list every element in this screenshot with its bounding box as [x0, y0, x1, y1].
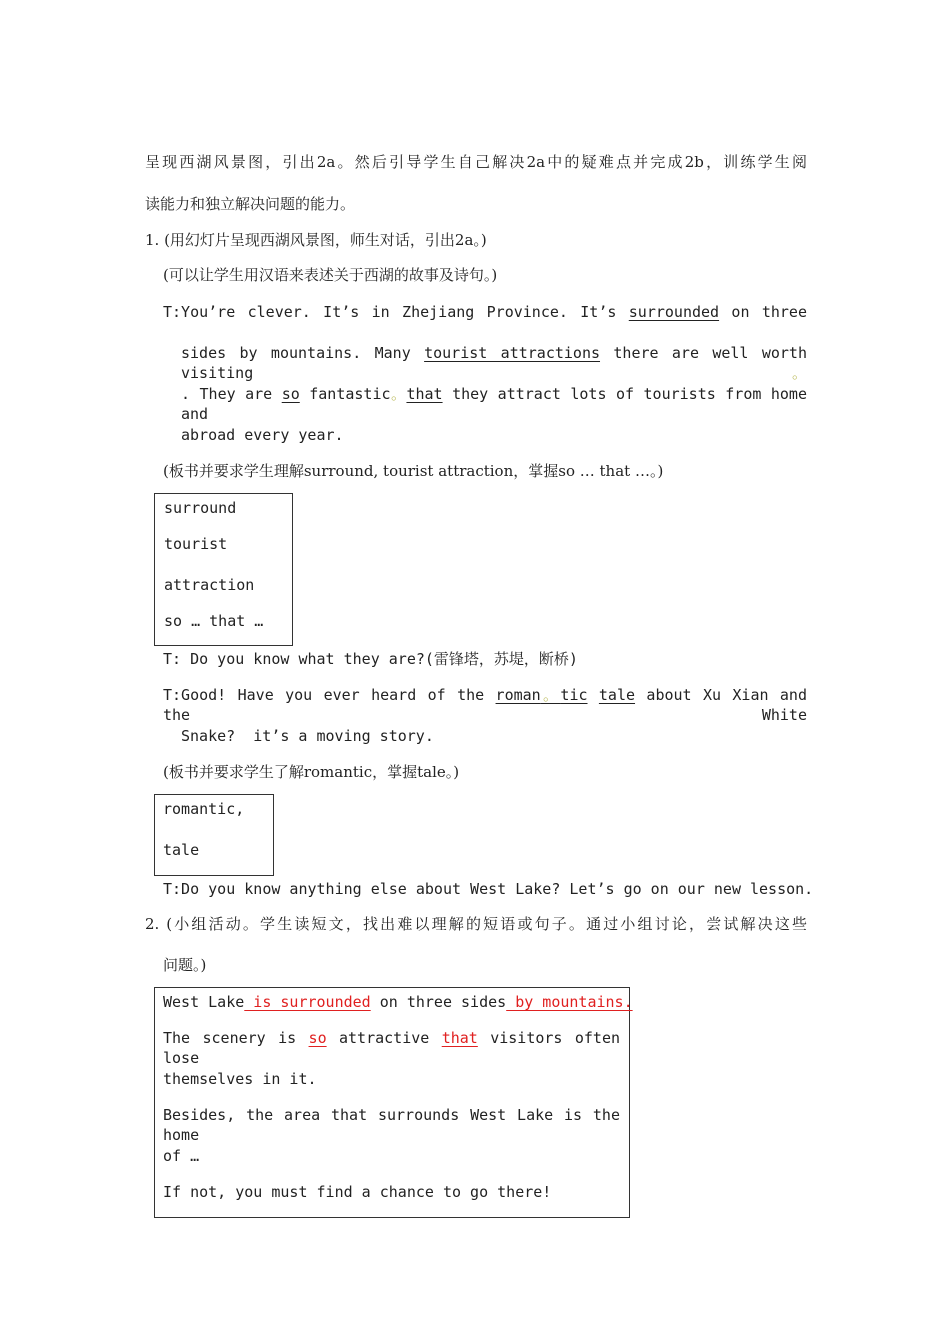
passage-line-6: If not, you must find a chance to go there!: [163, 1183, 552, 1201]
teacher-line-1c: . They are so fantastic。that they attract lots of tourists from home and: [181, 385, 807, 423]
passage-line-1: West Lake is surrounded on three sides by mountains.: [163, 993, 633, 1011]
intro-line-1: 呈现西湖风景图，引出2a。然后引导学生自己解决2a中的疑难点并完成2b，训练学生阅: [145, 153, 807, 171]
vocab-word: so … that …: [164, 612, 264, 630]
teacher-line-4: T:Do you know anything else about West Lake? Let’s go on our new lesson.: [163, 880, 814, 898]
step2-heading-2: 问题。): [163, 956, 207, 974]
teacher-line-3b: Snake? it’s a moving story.: [181, 727, 434, 745]
passage-line-2: The scenery is so attractive that visitors often lose: [163, 1029, 621, 1067]
vocab-word: surround: [164, 499, 237, 517]
vocab-word: tale: [163, 841, 200, 859]
passage-line-5: of …: [163, 1147, 200, 1165]
vocab-word: tourist: [164, 535, 228, 553]
step1-heading: 1. (用幻灯片呈现西湖风景图，师生对话，引出2a。): [145, 231, 487, 249]
board-note-2: (板书并要求学生了解romantic，掌握tale。): [163, 763, 460, 781]
teacher-line-1b: sides by mountains. Many tourist attractions there are well worth visiting。: [181, 344, 807, 382]
step1-note: (可以让学生用汉语来表述关于西湖的故事及诗句。): [163, 266, 498, 284]
teacher-line-3a: T:Good! Have you ever heard of the roman。tic tale about Xu Xian and the White: [163, 686, 807, 724]
board-note-1: (板书并要求学生理解surround, tourist attraction，掌握so … that …。): [163, 462, 664, 480]
vocab-word: attraction: [164, 576, 255, 594]
intro-line-2: 读能力和独立解决问题的能力。: [145, 195, 356, 213]
passage-line-4: Besides, the area that surrounds West Lake is the home: [163, 1106, 620, 1144]
step2-heading-1: 2. (小组活动。学生读短文，找出难以理解的短语或句子。通过小组讨论，尝试解决这些: [145, 915, 807, 933]
passage-line-3: themselves in it.: [163, 1070, 317, 1088]
teacher-line-1d: abroad every year.: [181, 426, 344, 444]
vocab-word: romantic,: [163, 800, 245, 818]
teacher-line-2: T: Do you know what they are?(雷锋塔，苏堤，断桥): [163, 650, 578, 668]
teacher-line-1a: T:You’re clever. It’s in Zhejiang Province. It’s surrounded on three: [163, 303, 807, 321]
